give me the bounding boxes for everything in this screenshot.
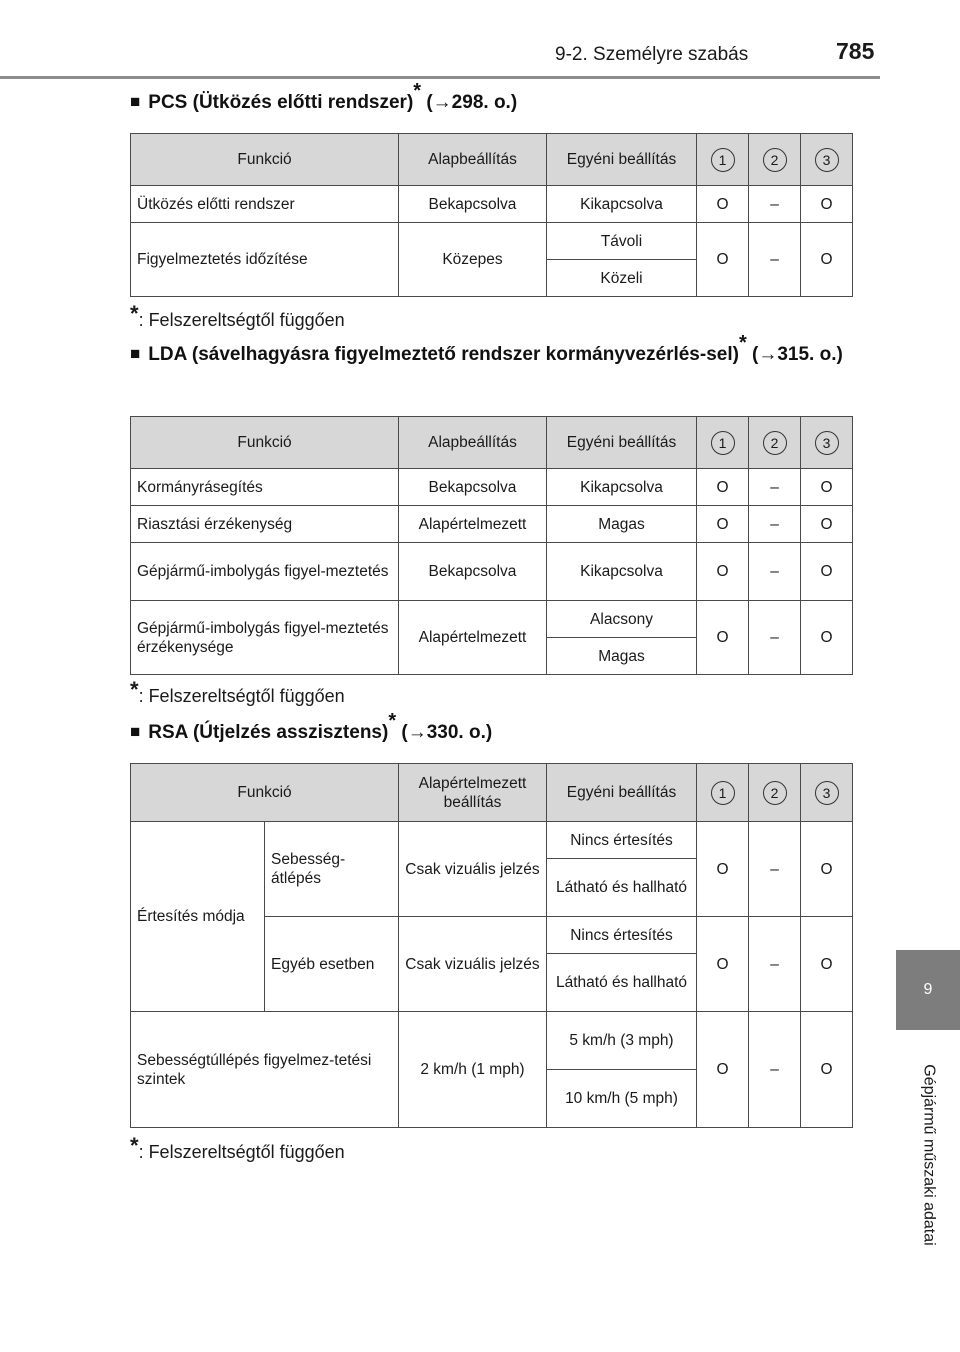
circled-number-1: 1 [711, 781, 735, 805]
col-header-1 [697, 764, 749, 822]
settings-table-lda [130, 416, 853, 675]
table-row [131, 469, 853, 506]
cell-custom: Kikapcsolva [547, 543, 697, 601]
chapter-number: 9 [923, 981, 933, 998]
asterisk-mark: * [413, 79, 422, 102]
section-ref: (→298. o.) [421, 92, 518, 113]
settings-table-rsa [130, 763, 853, 1128]
cell-c1: O [697, 1012, 749, 1128]
cell-custom: Látható és hallható [547, 859, 697, 917]
cell-custom: Kikapcsolva [547, 186, 697, 223]
col-header-default: Alapbeállítás [399, 417, 547, 469]
header-rule [0, 76, 880, 79]
cell-custom: Közeli [547, 260, 697, 297]
cell-default: Alapértelmezett [399, 601, 547, 675]
cell-default: Bekapcsolva [399, 186, 547, 223]
cell-c2: – [749, 917, 801, 1012]
cell-c2: – [749, 506, 801, 543]
cell-function: Kormányrásegítés [131, 469, 399, 506]
cell-custom: Nincs értesítés [547, 822, 697, 859]
circled-number-3: 3 [815, 431, 839, 455]
cell-subfunction: Sebesség-átlépés [265, 822, 399, 917]
col-header-1 [697, 134, 749, 186]
chapter-title-vertical [898, 1030, 960, 1280]
cell-custom: Magas [547, 638, 697, 675]
cell-c2: – [749, 186, 801, 223]
circled-number-1: 1 [711, 148, 735, 172]
section-title: RSA (Útjelzés asszisztens) [148, 722, 389, 743]
cell-default: Bekapcsolva [399, 543, 547, 601]
col-header-function: Funkció [131, 764, 399, 822]
cell-function: Figyelmeztetés időzítése [131, 223, 399, 297]
col-header-default: Alapbeállítás [399, 134, 547, 186]
cell-default: Csak vizuális jelzés [399, 917, 547, 1012]
cell-c1: O [697, 917, 749, 1012]
circled-number-3: 3 [815, 148, 839, 172]
table-row [131, 543, 853, 601]
cell-c1: O [697, 469, 749, 506]
cell-c1: O [697, 822, 749, 917]
cell-custom: Nincs értesítés [547, 917, 697, 954]
section-ref: (→330. o.) [396, 722, 493, 743]
cell-group-label: Értesítés módja [131, 822, 265, 1012]
table-row [131, 601, 853, 638]
chapter-tab [896, 950, 960, 1030]
asterisk-mark: * [130, 1133, 139, 1158]
cell-c2: – [749, 543, 801, 601]
footnote: *: Felszereltségtől függően [130, 677, 345, 706]
table-row [131, 506, 853, 543]
col-header-function: Funkció [131, 417, 399, 469]
cell-c2: – [749, 469, 801, 506]
cell-custom: Alacsony [547, 601, 697, 638]
col-header-1 [697, 417, 749, 469]
col-header-2 [749, 417, 801, 469]
cell-c1: O [697, 543, 749, 601]
cell-c1: O [697, 601, 749, 675]
footnote: *: Felszereltségtől függően [130, 301, 345, 330]
table-row [131, 186, 853, 223]
asterisk-mark: * [738, 331, 747, 354]
square-bullet-icon: ■ [130, 344, 141, 363]
cell-c2: – [749, 223, 801, 297]
cell-c2: – [749, 822, 801, 917]
cell-c1: O [697, 223, 749, 297]
asterisk-mark: * [130, 301, 139, 326]
square-bullet-icon: ■ [130, 722, 141, 741]
cell-c2: – [749, 601, 801, 675]
square-bullet-icon: ■ [130, 92, 141, 111]
running-header-section: 9-2. Személyre szabás [555, 44, 749, 65]
table-row [131, 223, 853, 260]
cell-c3: O [801, 543, 853, 601]
table-row [131, 1012, 853, 1070]
circled-number-2: 2 [763, 431, 787, 455]
cell-subfunction: Egyéb esetben [265, 917, 399, 1012]
section-title: LDA (sávelhagyásra figyelmeztető rendszer kormányvezérlés-sel) [148, 344, 739, 365]
col-header-3 [801, 134, 853, 186]
cell-c1: O [697, 506, 749, 543]
col-header-2 [749, 134, 801, 186]
cell-function: Sebességtúllépés figyelmez-tetési szintek [131, 1012, 399, 1128]
col-header-3 [801, 764, 853, 822]
circled-number-1: 1 [711, 431, 735, 455]
table-row [131, 822, 853, 859]
asterisk-mark: * [130, 677, 139, 702]
col-header-custom: Egyéni beállítás [547, 764, 697, 822]
cell-default: Közepes [399, 223, 547, 297]
cell-c3: O [801, 223, 853, 297]
circled-number-2: 2 [763, 781, 787, 805]
section-title: PCS (Ütközés előtti rendszer) [148, 92, 414, 113]
cell-c3: O [801, 1012, 853, 1128]
col-header-custom: Egyéni beállítás [547, 134, 697, 186]
circled-number-2: 2 [763, 148, 787, 172]
cell-custom: Magas [547, 506, 697, 543]
cell-function: Gépjármű-imbolygás figyel-meztetés [131, 543, 399, 601]
cell-function: Riasztási érzékenység [131, 506, 399, 543]
cell-default: Alapértelmezett [399, 506, 547, 543]
section-heading-pcs [130, 79, 518, 118]
asterisk-mark: * [388, 709, 397, 732]
col-header-custom: Egyéni beállítás [547, 417, 697, 469]
cell-c3: O [801, 469, 853, 506]
cell-function: Gépjármű-imbolygás figyel-meztetés érzékenysége [131, 601, 399, 675]
cell-c1: O [697, 186, 749, 223]
cell-custom: 10 km/h (5 mph) [547, 1070, 697, 1128]
cell-custom: Kikapcsolva [547, 469, 697, 506]
cell-c3: O [801, 822, 853, 917]
footnote: *: Felszereltségtől függően [130, 1133, 345, 1162]
cell-c3: O [801, 186, 853, 223]
settings-table-pcs [130, 133, 853, 297]
page-number: 785 [836, 38, 875, 64]
circled-number-3: 3 [815, 781, 839, 805]
cell-function: Ütközés előtti rendszer [131, 186, 399, 223]
col-header-3 [801, 417, 853, 469]
section-heading-rsa [130, 709, 493, 748]
cell-c3: O [801, 601, 853, 675]
cell-custom: 5 km/h (3 mph) [547, 1012, 697, 1070]
cell-default: 2 km/h (1 mph) [399, 1012, 547, 1128]
col-header-default: Alapértelmezett beállítás [399, 764, 547, 822]
section-heading-lda [130, 331, 845, 370]
cell-custom: Távoli [547, 223, 697, 260]
cell-c3: O [801, 506, 853, 543]
cell-default: Bekapcsolva [399, 469, 547, 506]
cell-default: Csak vizuális jelzés [399, 822, 547, 917]
cell-c3: O [801, 917, 853, 1012]
col-header-2 [749, 764, 801, 822]
cell-c2: – [749, 1012, 801, 1128]
col-header-function: Funkció [131, 134, 399, 186]
cell-custom: Látható és hallható [547, 954, 697, 1012]
section-ref: (→315. o.) [746, 344, 843, 365]
chapter-title: Gépjármű műszaki adatai [921, 1064, 939, 1246]
